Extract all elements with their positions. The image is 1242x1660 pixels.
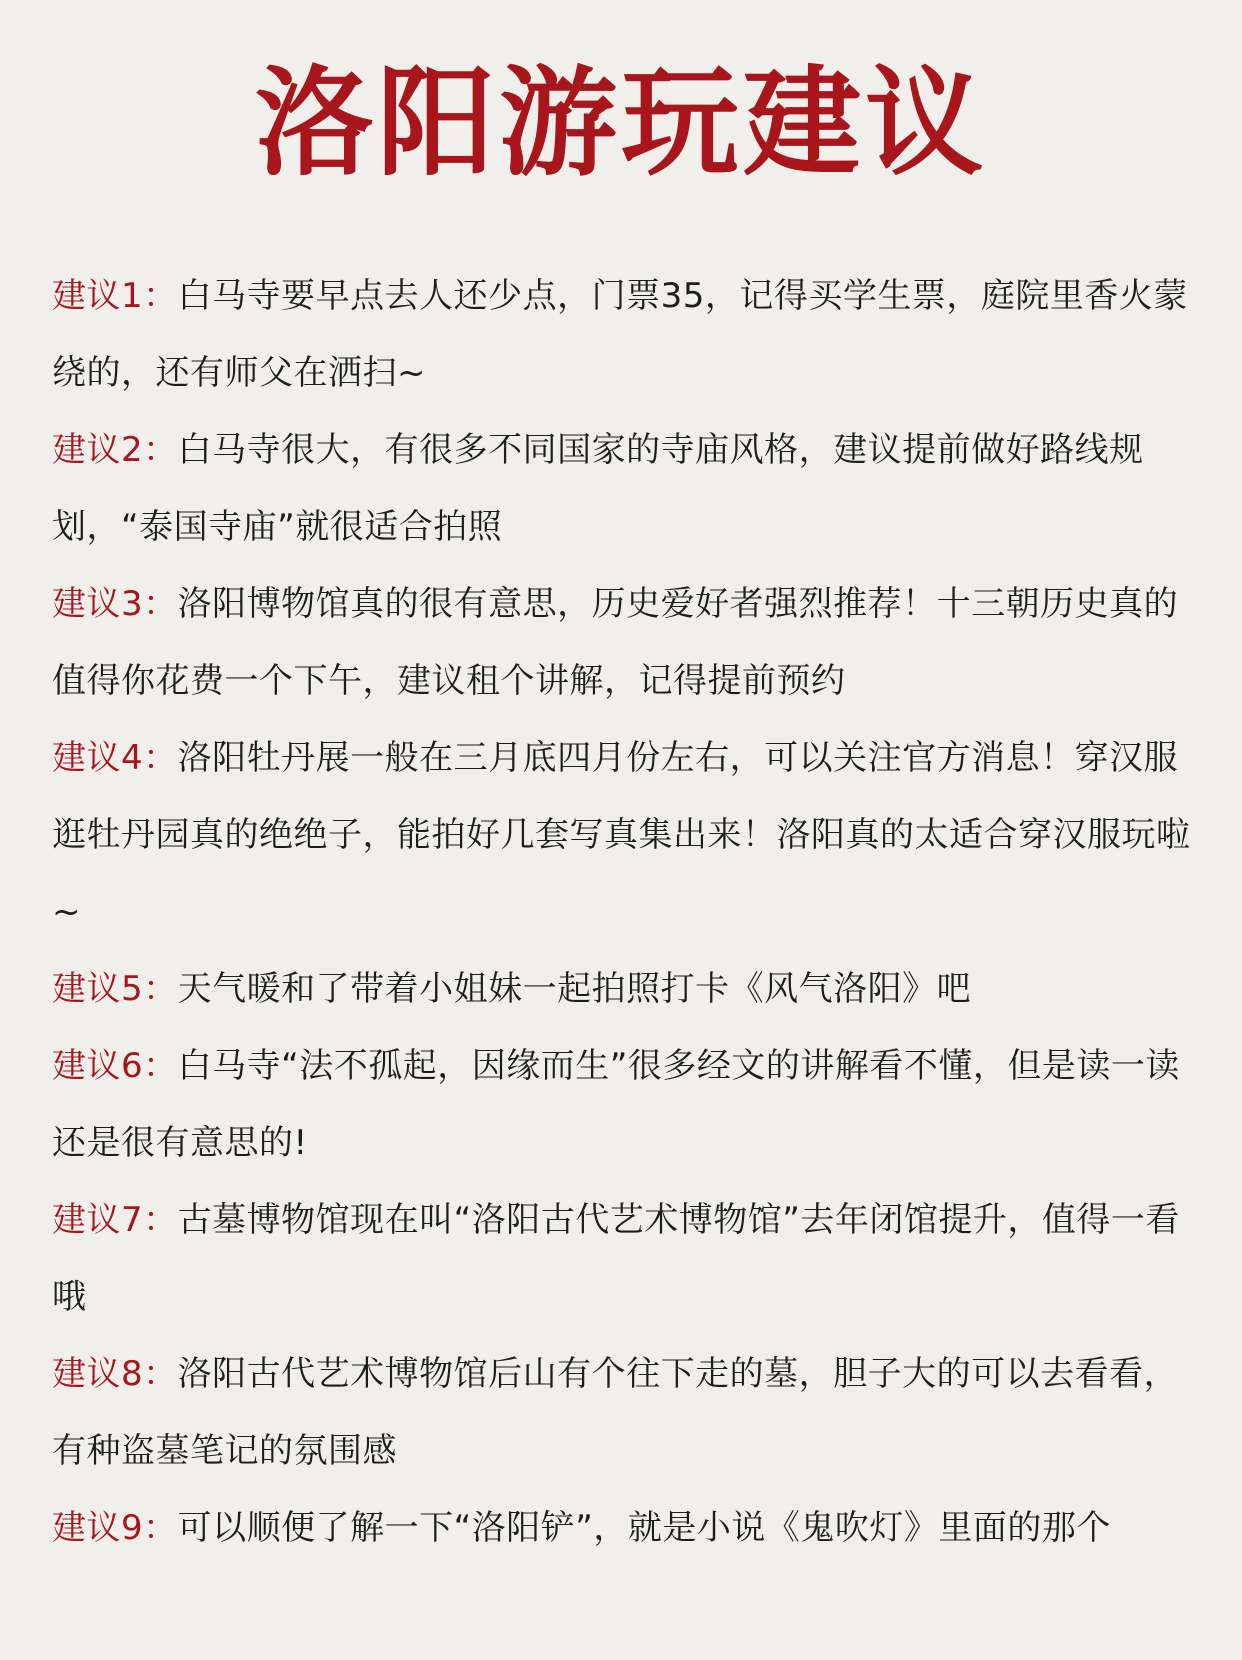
page-title: 洛阳游玩建议 xyxy=(254,54,987,192)
tip-text: 可以顺便了解一下“洛阳铲”，就是小说《鬼吹灯》里面的那个 xyxy=(177,1508,1111,1548)
tip-label: 建议3： xyxy=(52,584,178,624)
tip-text: 古墓博物馆现在叫“洛阳古代艺术博物馆”去年闭馆提升，值得一看哦 xyxy=(52,1200,1180,1317)
tip-text: 洛阳古代艺术博物馆后山有个往下走的墓，胆子大的可以去看看，有种盗墓笔记的氛围感 xyxy=(52,1354,1179,1471)
tip-label: 建议5： xyxy=(52,969,178,1009)
tip-text: 白马寺“法不孤起，因缘而生”很多经文的讲解看不懂，但是读一读还是很有意思的! xyxy=(52,1046,1180,1163)
tip-label: 建议4： xyxy=(52,738,178,778)
tip-item-3 xyxy=(52,566,1202,720)
tips-list xyxy=(52,258,1202,1567)
tip-label: 建议1： xyxy=(52,276,178,316)
tip-label: 建议7： xyxy=(52,1200,178,1240)
tip-item-9 xyxy=(52,1490,1202,1567)
tip-item-1 xyxy=(52,258,1202,412)
tip-text: 天气暖和了带着小姐妹一起拍照打卡《风气洛阳》吧 xyxy=(177,969,972,1009)
tip-item-6 xyxy=(52,1028,1202,1182)
tip-label: 建议9： xyxy=(52,1508,178,1548)
tip-text: 白马寺要早点去人还少点，门票35，记得买学生票，庭院里香火蒙绕的，还有师父在洒扫~ xyxy=(52,276,1188,393)
tip-label: 建议2： xyxy=(52,430,178,470)
tip-text: 白马寺很大，有很多不同国家的寺庙风格，建议提前做好路线规划，“泰国寺庙”就很适合拍照 xyxy=(52,430,1144,547)
tip-label: 建议6： xyxy=(52,1046,178,1086)
tip-text: 洛阳博物馆真的很有意思，历史爱好者强烈推荐！十三朝历史真的值得你花费一个下午，建议租个讲解，记得提前预约 xyxy=(52,584,1179,701)
tip-item-4 xyxy=(52,720,1202,951)
tip-item-8 xyxy=(52,1336,1202,1490)
tip-text: 洛阳牡丹展一般在三月底四月份左右，可以关注官方消息！穿汉服逛牡丹园真的绝绝子，能拍好几套写真集出来！洛阳真的太适合穿汉服玩啦~ xyxy=(52,738,1191,932)
tip-item-5 xyxy=(52,951,1202,1028)
tip-label: 建议8： xyxy=(52,1354,178,1394)
tip-item-7 xyxy=(52,1182,1202,1336)
tip-item-2 xyxy=(52,412,1202,566)
